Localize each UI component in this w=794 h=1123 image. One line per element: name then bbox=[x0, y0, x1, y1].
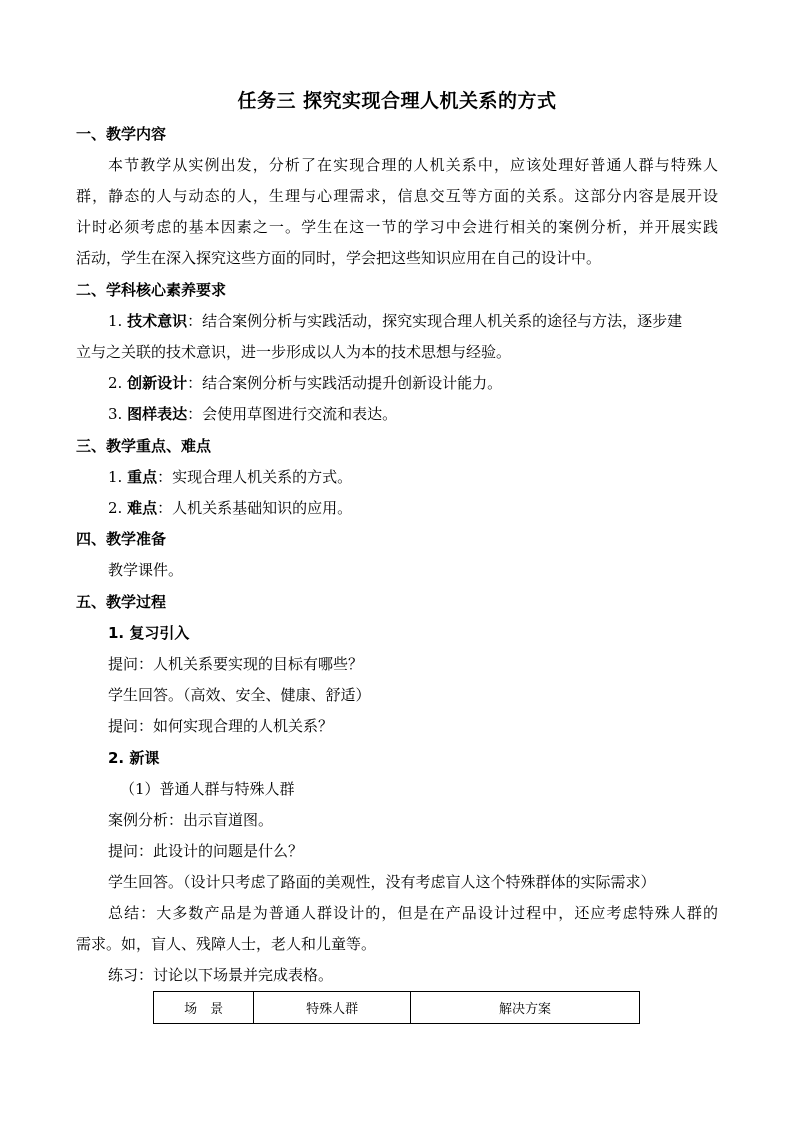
list-item bbox=[108, 373, 502, 393]
item-number: 2. bbox=[108, 499, 123, 517]
practice-table bbox=[153, 991, 640, 1024]
item-keyword: 难点 bbox=[127, 499, 158, 517]
section-heading-content: 一、教学内容 bbox=[76, 125, 167, 143]
paragraph-line: 提问：如何实现合理的人机关系？ bbox=[108, 717, 334, 735]
paragraph-line: 活动，学生在深入探究这些方面的同时，学会把这些知识应用在自己的设计中。 bbox=[76, 249, 602, 267]
list-item bbox=[108, 498, 352, 518]
section-heading-key-points: 三、教学重点、难点 bbox=[76, 437, 212, 455]
step-number: 1. bbox=[108, 624, 125, 642]
page-title: 任务三 探究实现合理人机关系的方式 bbox=[237, 90, 557, 112]
step-heading bbox=[108, 623, 189, 643]
paragraph-line: 计时必须考虑的基本因素之一。学生在这一节的学习中会进行相关的案例分析，并开展实践 bbox=[76, 218, 718, 236]
paragraph-line: 练习：讨论以下场景并完成表格。 bbox=[108, 966, 334, 984]
item-number: 1. bbox=[108, 468, 123, 486]
paragraph-line: 本节教学从实例出发，分析了在实现合理的人机关系中，应该处理好普通人群与特殊人 bbox=[108, 156, 718, 174]
table-header-cell: 场 景 bbox=[154, 992, 254, 1024]
step-number: 2. bbox=[108, 749, 125, 767]
table-header-cell: 解决方案 bbox=[410, 992, 639, 1024]
item-keyword: 技术意识 bbox=[127, 312, 188, 330]
section-heading-preparation: 四、教学准备 bbox=[76, 530, 167, 548]
paragraph-line: 学生回答。（高效、安全、健康、舒适） bbox=[108, 686, 371, 704]
item-keyword: 重点 bbox=[127, 468, 158, 486]
paragraph-line: 学生回答。（设计只考虑了路面的美观性，没有考虑盲人这个特殊群体的实际需求） bbox=[108, 873, 656, 891]
paragraph-line: 提问：人机关系要实现的目标有哪些？ bbox=[108, 655, 364, 673]
paragraph-line: 群，静态的人与动态的人，生理与心理需求，信息交互等方面的关系。这部分内容是展开设 bbox=[76, 187, 718, 205]
item-text: ：人机关系基础知识的应用。 bbox=[157, 499, 353, 517]
item-text: ：结合案例分析与实践活动，探究实现合理人机关系的途径与方法，逐步建 bbox=[187, 312, 683, 330]
list-item bbox=[108, 311, 682, 331]
item-keyword: 图样表达 bbox=[127, 405, 188, 423]
list-item bbox=[108, 404, 397, 424]
table-header-cell: 特殊人群 bbox=[254, 992, 411, 1024]
sub-heading: （1）普通人群与特殊人群 bbox=[120, 780, 295, 798]
item-text: ：实现合理人机关系的方式。 bbox=[157, 468, 353, 486]
item-number: 3. bbox=[108, 405, 123, 423]
list-item bbox=[108, 467, 352, 487]
item-text: ：结合案例分析与实践活动提升创新设计能力。 bbox=[187, 374, 503, 392]
paragraph-line: 需求。如，盲人、残障人士，老人和儿童等。 bbox=[76, 935, 377, 953]
table-header-row bbox=[154, 992, 640, 1024]
section-heading-process: 五、教学过程 bbox=[76, 593, 167, 611]
paragraph-line: 教学课件。 bbox=[108, 561, 184, 579]
step-title: 新课 bbox=[129, 749, 160, 767]
step-title: 复习引入 bbox=[129, 624, 190, 642]
item-text: ：会使用草图进行交流和表达。 bbox=[187, 405, 398, 423]
list-item-continuation: 立与之关联的技术意识，进一步形成以人为本的技术思想与经验。 bbox=[76, 343, 512, 361]
paragraph-line: 案例分析：出示盲道图。 bbox=[108, 811, 274, 829]
item-number: 2. bbox=[108, 374, 123, 392]
section-heading-competency: 二、学科核心素养要求 bbox=[76, 281, 227, 299]
item-number: 1. bbox=[108, 312, 123, 330]
step-heading bbox=[108, 748, 159, 768]
item-keyword: 创新设计 bbox=[127, 374, 188, 392]
paragraph-line: 提问：此设计的问题是什么？ bbox=[108, 842, 304, 860]
paragraph-line: 总结：大多数产品是为普通人群设计的，但是在产品设计过程中，还应考虑特殊人群的 bbox=[108, 904, 718, 922]
